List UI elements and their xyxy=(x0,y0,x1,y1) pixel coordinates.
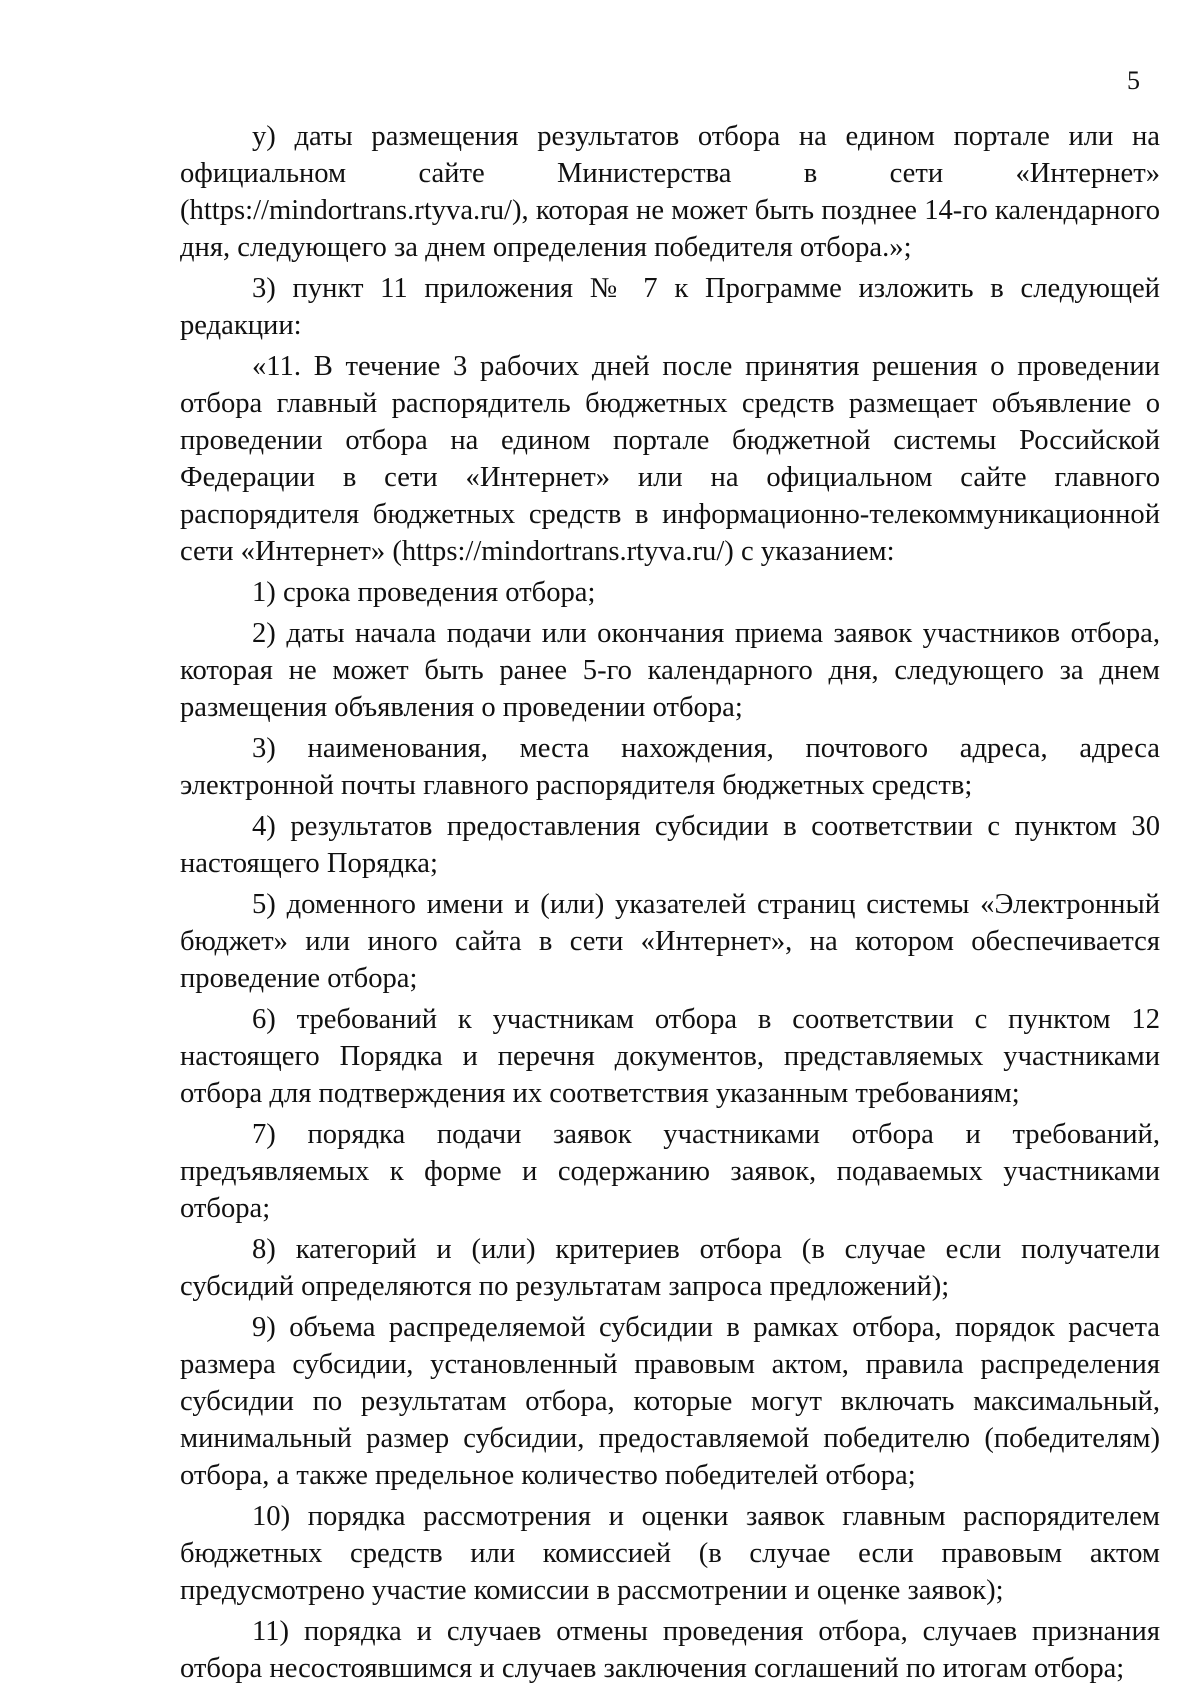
list-item-6: 6) требований к участникам отбора в соответствии с пунктом 12 настоящего Порядка и перечня документов, представляемых участниками отбора для подтверждения их соответствия указанным требованиям; xyxy=(180,1004,1160,1109)
list-item-11: 11) порядка и случаев отмены проведения отбора, случаев признания отбора несостоявшимся и случаев заключения соглашений по итогам отбора; xyxy=(180,1616,1160,1684)
list-item-9: 9) объема распределяемой субсидии в рамках отбора, порядок расчета размера субсидии, установленный правовым актом, правила распределения субсидии по результатам отбора, которые могут включать максимальный, минимальный размер субсидии, предоставляемой победителю (победителям) отбора, а также предельное количество победителей отбора; xyxy=(180,1312,1160,1491)
list-item-2: 2) даты начала подачи или окончания приема заявок участников отбора, которая не может быть ранее 5-го календарного дня, следующего за днем размещения объявления о проведении отбора; xyxy=(180,618,1160,723)
paragraph-item-u: у) даты размещения результатов отбора на едином портале или на официальном сайте Министерства в сети «Интернет» (https://mindortrans.rtyva.ru/), которая не может быть позднее 14-го календарного дня, следующего за днем определения победителя отбора.»; xyxy=(180,121,1160,263)
list-item-8: 8) категорий и (или) критериев отбора (в случае если получатели субсидий определяются по результатам запроса предложений); xyxy=(180,1234,1160,1302)
paragraph-item-3-amendment: 3) пункт 11 приложения № 7 к Программе изложить в следующей редакции: xyxy=(180,273,1160,341)
list-item-1: 1) срока проведения отбора; xyxy=(252,577,596,608)
list-item-5: 5) доменного имени и (или) указателей страниц системы «Электронный бюджет» или иного сайта в сети «Интернет», на котором обеспечивается проведение отбора; xyxy=(180,889,1160,994)
list-item-7: 7) порядка подачи заявок участниками отбора и требований, предъявляемых к форме и содержанию заявок, подаваемых участниками отбора; xyxy=(180,1119,1160,1224)
paragraph-clause-11: «11. В течение 3 рабочих дней после принятия решения о проведении отбора главный распорядитель бюджетных средств размещает объявление о проведении отбора на едином портале бюджетной системы Российской Федерации в сети «Интернет» или на официальном сайте главного распорядителя бюджетных средств в информационно-телекоммуникационной сети «Интернет» (https://mindortrans.rtyva.ru/) с указанием: xyxy=(180,351,1160,567)
list-item-3: 3) наименования, места нахождения, почтового адреса, адреса электронной почты главного распорядителя бюджетных средств; xyxy=(180,733,1160,801)
list-item-4: 4) результатов предоставления субсидии в соответствии с пунктом 30 настоящего Порядка; xyxy=(180,811,1160,879)
page-number: 5 xyxy=(1127,66,1140,95)
document-body xyxy=(180,118,1160,1687)
list-item-10: 10) порядка рассмотрения и оценки заявок главным распорядителем бюджетных средств или комиссией (в случае если правовым актом предусмотрено участие комиссии в рассмотрении и оценке заявок); xyxy=(180,1501,1160,1606)
